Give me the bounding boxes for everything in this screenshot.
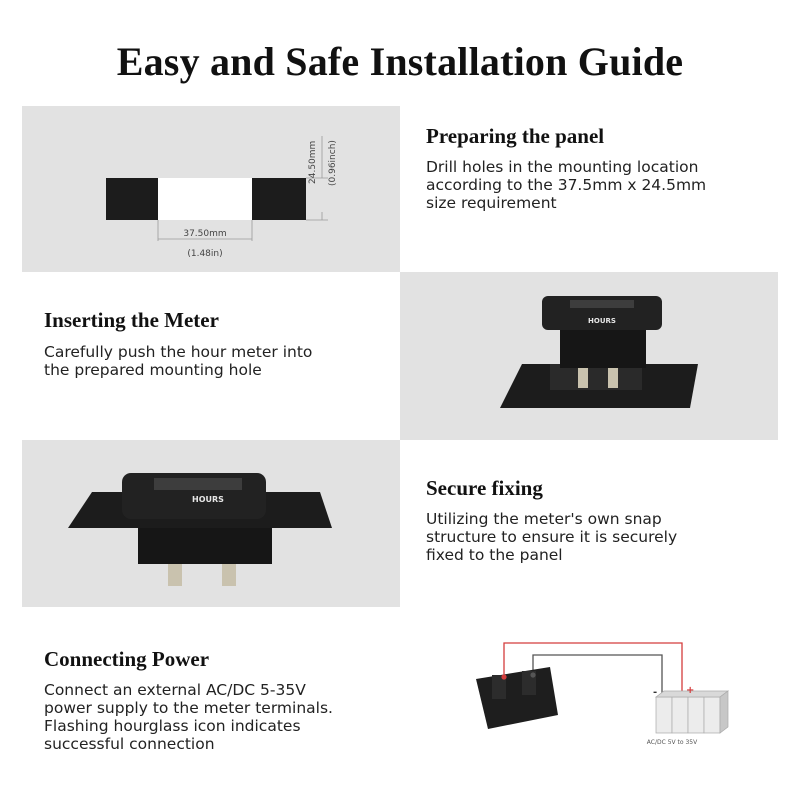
battery-cell <box>688 697 704 733</box>
plus-sign: + <box>686 685 695 696</box>
step-text-connecting <box>22 607 400 773</box>
battery-cell <box>656 697 672 733</box>
width-inch-label: (1.48in) <box>187 249 223 259</box>
height-mm-label: 24.50mm <box>308 140 318 184</box>
page-title: Easy and Safe Installation Guide <box>116 39 684 84</box>
step-heading: Connecting Power <box>44 647 210 671</box>
meter-insertion-illustration <box>400 272 778 440</box>
terminal-left <box>578 368 588 388</box>
secure-fixing-illustration <box>22 440 400 607</box>
step-heading: Preparing the panel <box>426 124 605 148</box>
step-heading: Secure fixing <box>426 476 543 500</box>
battery-cell <box>704 697 720 733</box>
height-inch-label: (0.96inch) <box>328 140 338 186</box>
step-preparing-panel <box>22 106 778 272</box>
meter-body <box>138 528 272 564</box>
step-heading: Inserting the Meter <box>44 308 219 332</box>
meter-label: HOURS <box>192 495 224 504</box>
step-secure-fixing <box>22 440 778 607</box>
supply-label: AC/DC 5V to 35V <box>646 739 698 746</box>
positive-terminal <box>501 674 506 679</box>
step-description: Connect an external AC/DC 5-35V power supply to the meter terminals. Flashing hourglass icon indicates successful connection <box>44 681 333 753</box>
terminal-right <box>222 564 236 586</box>
cutout-hole <box>158 178 252 220</box>
panel-dimensions-diagram <box>22 106 400 272</box>
step-description: Drill holes in the mounting location according to the 37.5mm x 24.5mm size requirement <box>426 158 707 212</box>
battery-cell <box>672 697 688 733</box>
wiring-illustration <box>400 607 778 773</box>
meter-display <box>154 478 242 490</box>
terminal-right <box>608 368 618 388</box>
meter-label: HOURS <box>588 317 616 325</box>
step-text-inserting <box>22 272 400 440</box>
step-inserting-meter <box>22 272 778 440</box>
step-description: Carefully push the hour meter into the prepared mounting hole <box>44 343 313 379</box>
wiring-diagram <box>400 607 778 773</box>
step-text-securing <box>400 440 778 607</box>
minus-sign: - <box>653 687 658 698</box>
negative-terminal <box>530 672 535 677</box>
width-mm-label: 37.50mm <box>183 229 227 239</box>
step-description: Utilizing the meter's own snap structure to ensure it is securely fixed to the panel <box>426 510 678 564</box>
step-connecting-power <box>22 607 778 773</box>
step-text-preparing <box>400 106 778 272</box>
panel-dimensions-illustration <box>22 106 400 272</box>
secure-fixing-diagram <box>22 440 400 607</box>
meter-rear <box>476 667 558 729</box>
meter-display <box>570 300 634 308</box>
meter-insertion-diagram <box>400 272 778 440</box>
terminal-left <box>168 564 182 586</box>
